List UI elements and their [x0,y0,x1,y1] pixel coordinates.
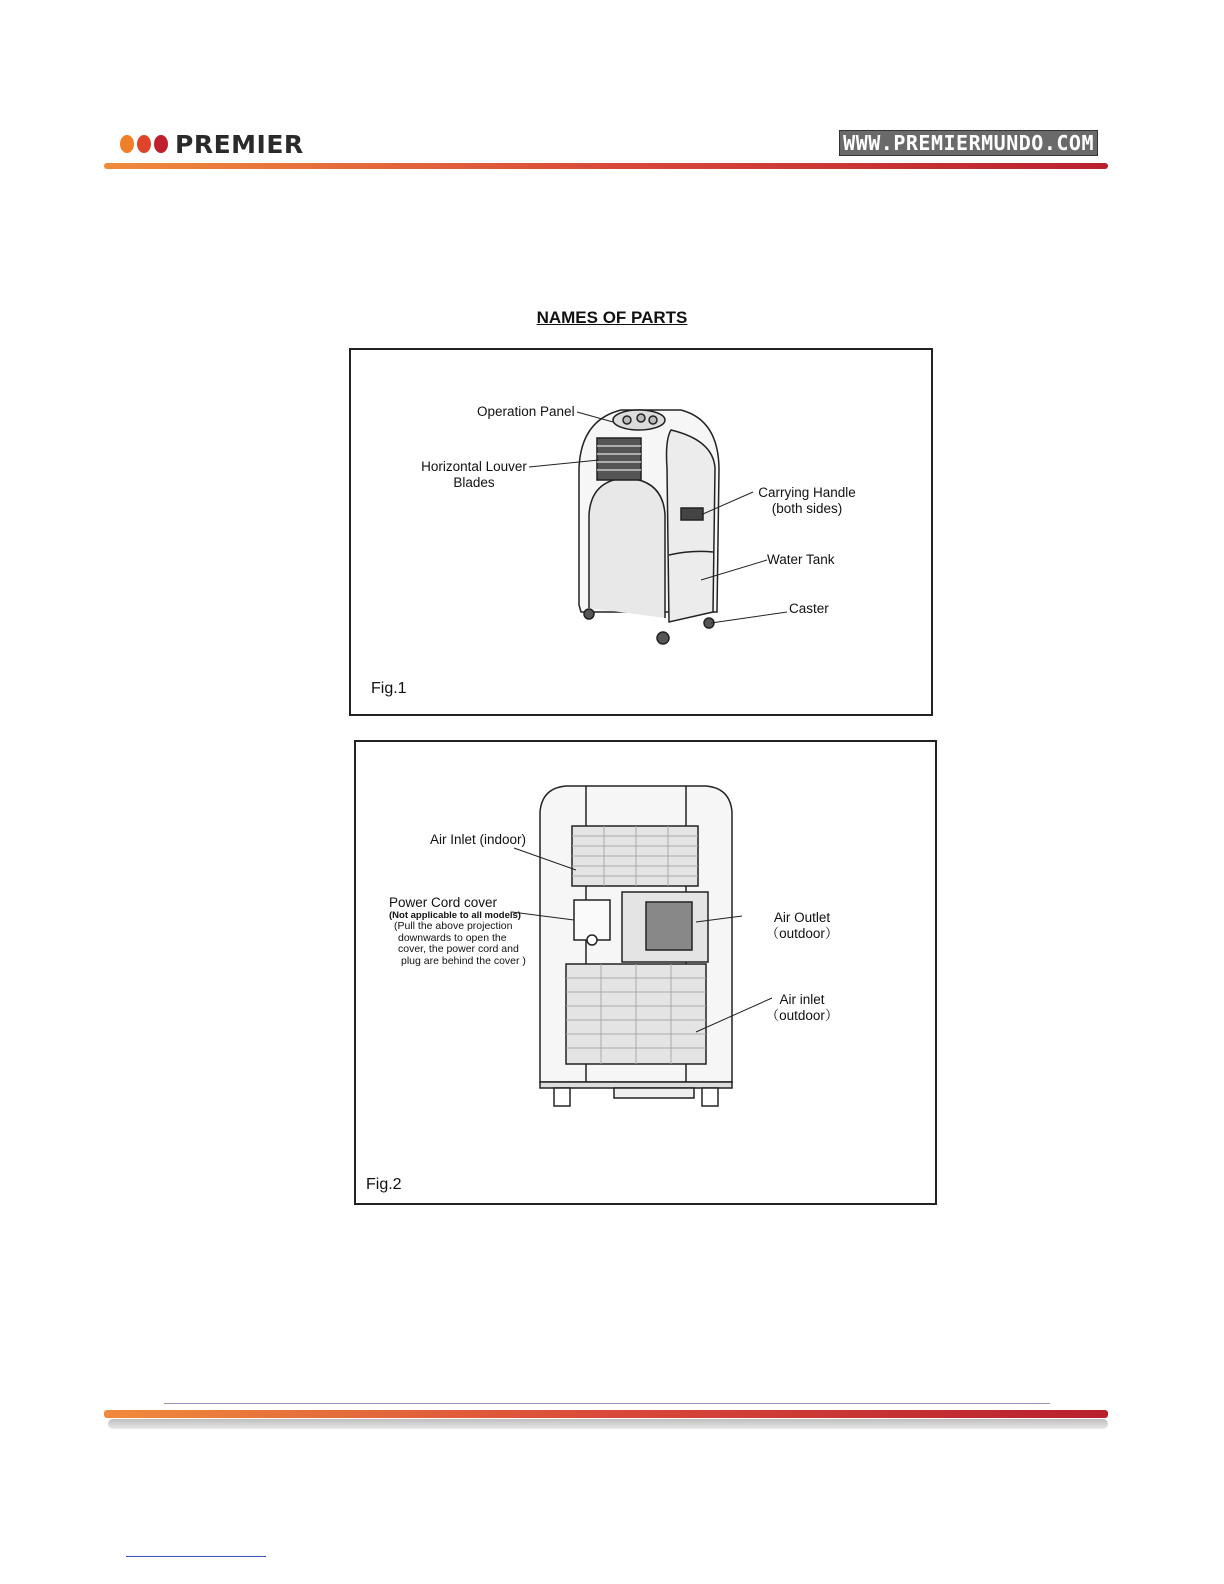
note-line-1: (Pull the above projection [394,920,513,932]
page-title: NAMES OF PARTS [536,308,688,327]
footer-divider [104,1410,1108,1418]
label-horizontal-louver [419,459,529,491]
label-air-outlet-line1: Air Outlet [773,910,831,925]
figure-2-caption: Fig.2 [366,1176,402,1193]
footer-rule [164,1403,1050,1404]
label-air-outlet [760,910,844,942]
label-air-inlet-line2: （outdoor） [765,1008,839,1023]
label-cord-cover-note [394,921,526,967]
logo-dot-red [137,135,151,153]
brand-logo [120,130,304,158]
label-air-outlet-line2: （outdoor） [765,926,839,941]
label-carrying-handle [754,485,860,517]
figure-2 [354,740,937,1205]
label-not-applicable: (Not applicable to all models) [389,910,521,921]
label-air-inlet-outdoor [760,992,844,1024]
air-conditioner-rear-illustration [356,742,935,1203]
label-caster: Caster [789,601,829,616]
brand-name: PREMIER [175,129,304,159]
logo-dot-crimson [154,135,168,153]
figure-1 [349,348,933,716]
note-line-3: cover, the power cord and [398,943,519,955]
label-operation-panel: Operation Panel [477,404,575,419]
header-divider [104,163,1108,169]
label-handle-line1: Carrying Handle [758,485,856,500]
note-line-4: plug are behind the cover ) [401,954,526,967]
air-conditioner-front-illustration [351,350,931,714]
footer-link-underline[interactable] [126,1556,266,1557]
label-handle-line2: (both sides) [771,501,843,516]
label-air-inlet-indoor: Air Inlet (indoor) [430,832,527,847]
label-power-cord-cover: Power Cord cover [389,895,498,910]
label-louver-line1: Horizontal Louver [421,459,527,474]
note-line-2: downwards to open the [398,931,507,944]
logo-dot-orange [120,135,134,153]
label-louver-line2: Blades [453,475,495,490]
website-url[interactable]: WWW.PREMIERMUNDO.COM [839,130,1098,156]
figure-1-caption: Fig.1 [371,680,407,697]
label-air-inlet-line1: Air inlet [779,992,825,1007]
footer-divider-shadow [108,1419,1108,1429]
label-water-tank: Water Tank [767,552,835,567]
